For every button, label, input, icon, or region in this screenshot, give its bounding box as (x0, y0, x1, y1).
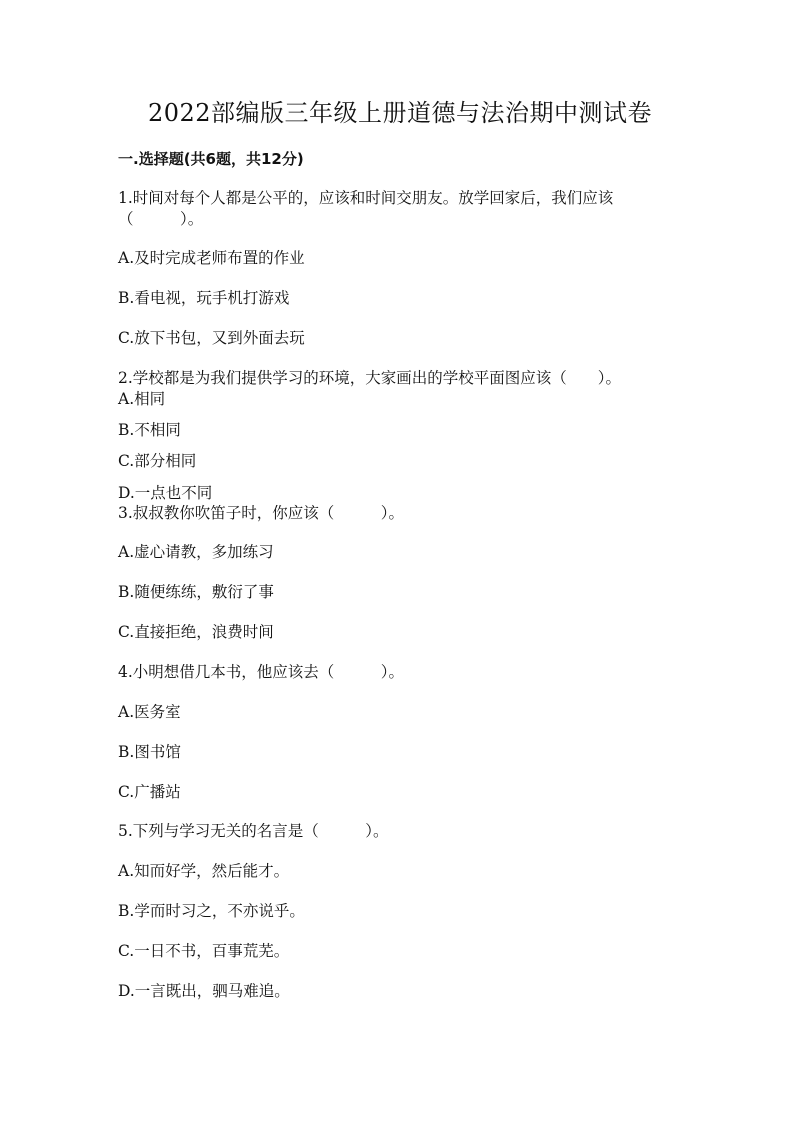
question-3-option-b: B.随便练练，敷衍了事 (118, 583, 274, 601)
question-4-option-b: B.图书馆 (118, 743, 181, 761)
question-2-option-a: A.相同 (118, 390, 166, 408)
page-title: 2022部编版三年级上册道德与法治期中测试卷 (147, 99, 653, 127)
question-1-option-c: C.放下书包，又到外面去玩 (118, 329, 305, 347)
question-4-stem-line-1: 4.小明想借几本书，他应该去（ ）。 (118, 663, 405, 681)
question-1-stem-line-2: （ ）。 (118, 210, 204, 228)
question-5-option-d: D.一言既出，驷马难追。 (118, 982, 290, 1000)
question-5-option-b: B.学而时习之，不亦说乎。 (118, 902, 305, 920)
question-2-option-d: D.一点也不同 (118, 484, 213, 502)
question-1-option-a: A.及时完成老师布置的作业 (118, 249, 305, 267)
question-2-option-b: B.不相同 (118, 421, 181, 439)
question-4-option-a: A.医务室 (118, 703, 181, 721)
section-heading: 一.选择题(共6题，共12分) (118, 150, 304, 168)
question-1-option-b: B.看电视，玩手机打游戏 (118, 289, 290, 307)
question-5-stem-line-1: 5.下列与学习无关的名言是（ ）。 (118, 822, 389, 840)
question-3-stem-line-1: 3.叔叔教你吹笛子时，你应该（ ）。 (118, 504, 405, 522)
question-1-stem-line-1: 1.时间对每个人都是公平的，应该和时间交朋友。放学回家后，我们应该 (118, 189, 614, 207)
question-3-option-a: A.虚心请教，多加练习 (118, 543, 274, 561)
question-4-option-c: C.广播站 (118, 783, 181, 801)
question-5-option-c: C.一日不书，百事荒芜。 (118, 942, 290, 960)
question-3-option-c: C.直接拒绝，浪费时间 (118, 623, 274, 641)
question-2-stem-line-1: 2.学校都是为我们提供学习的环境，大家画出的学校平面图应该（ ）。 (118, 369, 622, 387)
question-2-option-c: C.部分相同 (118, 452, 197, 470)
question-5-option-a: A.知而好学，然后能才。 (118, 862, 290, 880)
